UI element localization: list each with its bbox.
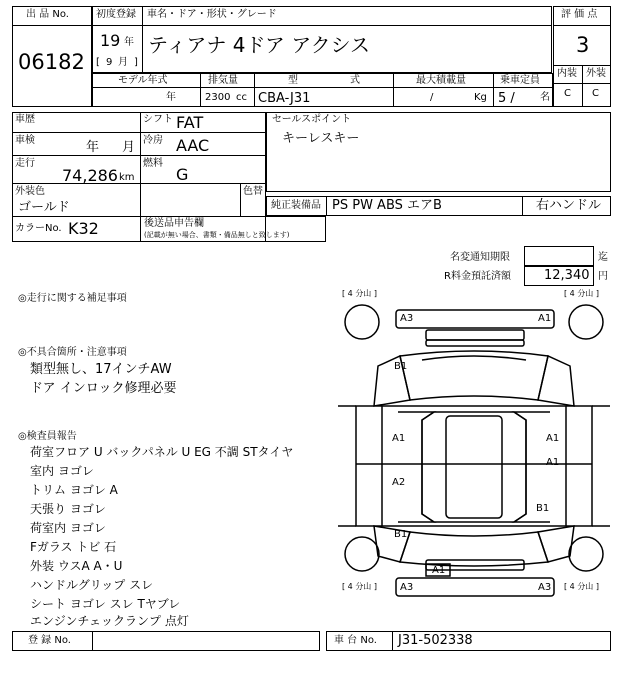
tire-tread-rl: [ 4 分山 ]: [342, 582, 377, 591]
title-change-unit: 迄: [598, 252, 608, 263]
chassis-label: 車 台 No.: [334, 635, 377, 646]
mileage-value: 74,286: [62, 166, 118, 185]
report-line: 荷室内 ヨゴレ: [30, 521, 106, 535]
capacity-value: 5 /: [498, 91, 515, 106]
model-code: CBA-J31: [258, 91, 311, 106]
color-label: 外装色: [15, 186, 45, 197]
defect-line-2: ドア インロック修理必要: [30, 381, 177, 396]
sales-point-value: キーレスキー: [282, 131, 360, 146]
damage-mark: A2: [392, 477, 406, 488]
defect-line-1: 類型無し、17インチAW: [30, 362, 172, 377]
report-line: 天張り ヨゴレ: [30, 502, 106, 516]
exterior-grade: C: [592, 88, 599, 99]
damage-mark: A3: [538, 582, 552, 593]
inspector-title: ◎検査員報告: [18, 431, 77, 442]
vehicle-name: ティアナ 4ドア アクシス: [148, 33, 371, 57]
lot-label: 出 品 No.: [26, 9, 69, 20]
inspection-year-unit: 年: [86, 140, 100, 155]
history-label: 車歴: [15, 114, 35, 125]
report-line: トリム ヨゴレ A: [30, 483, 118, 497]
inspection-month-unit: 月: [122, 140, 136, 155]
shift-value: FAT: [176, 113, 204, 132]
aftermarket-note: (記載が無い場合、書類・備品無しと致します): [144, 231, 290, 239]
report-line: 荷室フロア U バックパネル U EG 不調 STタイヤ: [30, 445, 294, 459]
report-line: Fガラス トビ 石: [30, 540, 117, 554]
report-line: 外装 ウスA A・U: [30, 559, 123, 573]
report-line: 室内 ヨゴレ: [30, 464, 94, 478]
damage-mark: A1: [392, 433, 406, 444]
damage-mark: A1: [432, 565, 446, 576]
driving-notes-title: ◎走行に関する補足事項: [18, 293, 127, 304]
displacement-label: 排気量: [208, 75, 238, 86]
max-load-sep: /: [430, 92, 434, 103]
rating-label: 評 価 点: [561, 9, 598, 20]
vehicle-label: 車名・ドア・形状・グレード: [147, 9, 277, 20]
chassis-no: J31-502338: [398, 633, 473, 648]
ac-label: 冷房: [143, 135, 163, 146]
damage-diagram: [338, 288, 610, 600]
max-load-unit: Kg: [474, 92, 487, 103]
color-no-label: カラーNo.: [15, 223, 62, 234]
title-change-label: 名変通知期限: [450, 252, 510, 263]
aftermarket-label: 後送品申告欄: [144, 218, 204, 229]
damage-mark: B1: [394, 361, 408, 372]
defects-title: ◎不具合箇所・注意事項: [18, 347, 127, 358]
damage-mark: B1: [394, 529, 408, 540]
damage-mark: A3: [400, 313, 414, 324]
exterior-label: 外装: [586, 68, 606, 79]
steering-value: 右ハンドル: [536, 198, 602, 213]
tire-tread-fr: [ 4 分山 ]: [564, 289, 599, 298]
tire-tread-fl: [ 4 分山 ]: [342, 289, 377, 298]
ac-value: AAC: [176, 136, 210, 155]
first-reg-label: 初度登録: [96, 9, 136, 20]
damage-mark: A1: [546, 457, 560, 468]
tire-tread-rr: [ 4 分山 ]: [564, 582, 599, 591]
repaint-label: 色替: [243, 186, 263, 197]
interior-label: 内装: [557, 68, 577, 79]
lot-number: 06182: [18, 50, 85, 74]
month-unit: 月: [118, 57, 128, 68]
mileage-label: 走行: [15, 158, 35, 169]
year-unit: 年: [124, 37, 134, 48]
damage-mark: B1: [536, 503, 550, 514]
report-line: エンジンチェックランプ 点灯: [30, 614, 189, 628]
first-reg-month: 9: [106, 57, 113, 68]
displacement-unit: cc: [236, 92, 247, 103]
reg-no-label: 登 録 No.: [28, 635, 71, 646]
damage-mark: A1: [546, 433, 560, 444]
recycle-unit: 円: [598, 271, 608, 282]
recycle-amount: 12,340: [544, 268, 590, 283]
damage-mark: A1: [538, 313, 552, 324]
type-label-2: 式: [350, 75, 360, 86]
damage-mark: A3: [400, 582, 414, 593]
fuel-label: 燃料: [143, 158, 163, 169]
interior-grade: C: [564, 88, 571, 99]
title-change-box: [524, 246, 594, 266]
mileage-unit: km: [119, 172, 135, 183]
max-load-label: 最大積載量: [416, 75, 466, 86]
model-year-label: モデル年式: [118, 75, 168, 86]
type-label: 型: [288, 75, 298, 86]
color-value: ゴールド: [18, 200, 70, 215]
inspection-label: 車検: [15, 135, 35, 146]
report-line: ハンドルグリップ スレ: [30, 578, 154, 592]
model-year-unit: 年: [166, 92, 176, 103]
color-no-value: K32: [68, 219, 99, 238]
displacement-value: 2300: [205, 92, 231, 103]
capacity-unit: 名: [540, 92, 550, 103]
first-reg-year: 19: [100, 31, 121, 50]
recycle-label: R料金預託済額: [444, 271, 511, 282]
equipment-label: 純正装備品: [271, 200, 321, 211]
equipment-value: PS PW ABS エアB: [332, 198, 442, 213]
sales-point-label: セールスポイント: [272, 114, 352, 125]
rating-value: 3: [576, 33, 590, 57]
fuel-value: G: [176, 165, 189, 184]
report-line: シート ヨゴレ スレ Tヤブレ: [30, 597, 181, 611]
capacity-label: 乗車定員: [500, 75, 540, 86]
shift-label: シフト: [143, 114, 173, 125]
